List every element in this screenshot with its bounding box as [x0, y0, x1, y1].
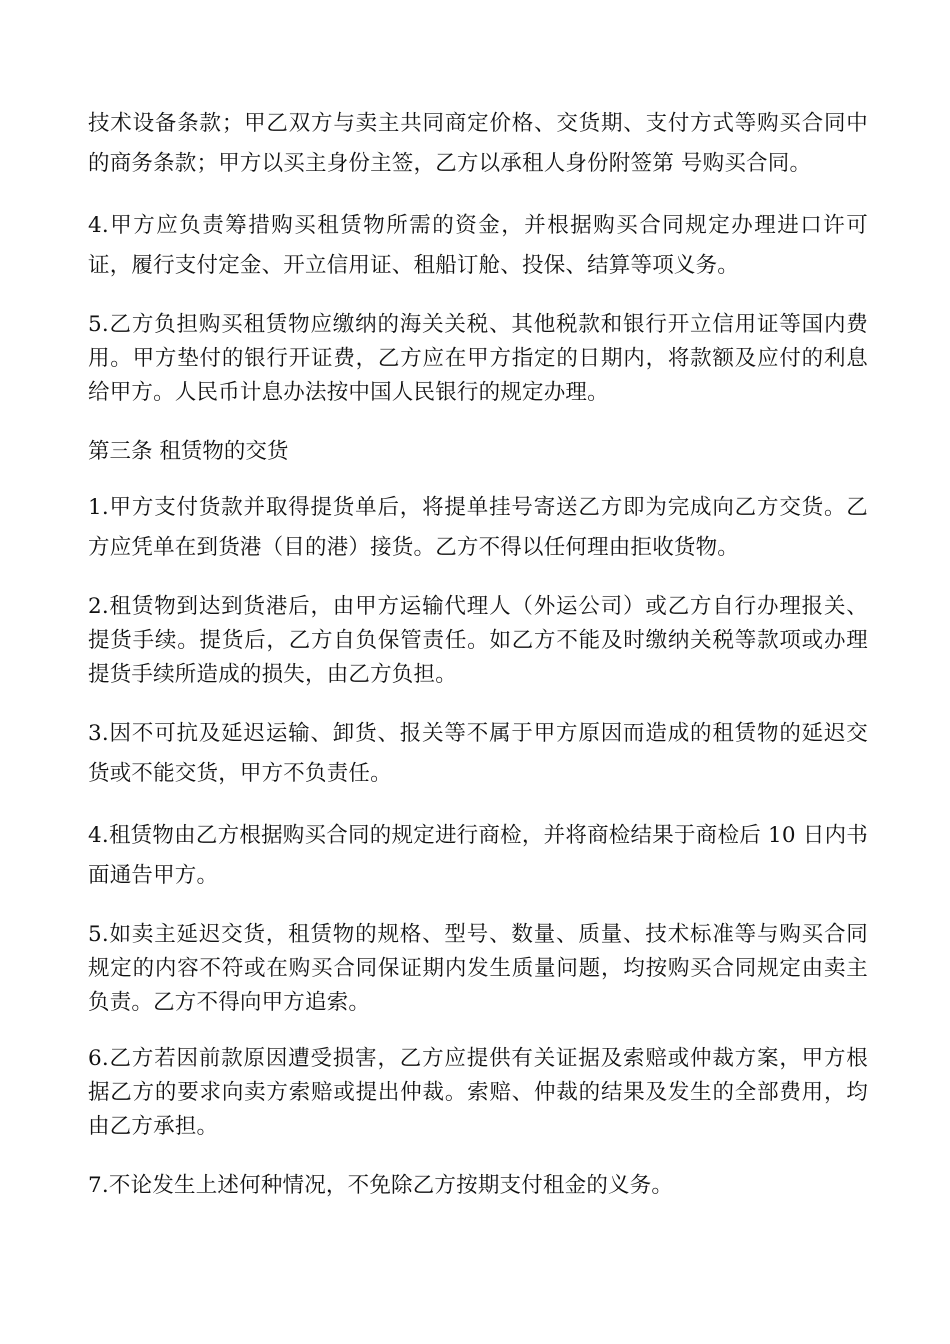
paragraph-delivery-1: 1.甲方支付货款并取得提货单后，将提单挂号寄送乙方即为完成向乙方交货。乙方应凭单在到货港（目的港）接货。乙方不得以任何理由拒收货物。	[88, 495, 868, 560]
paragraph-clause-5-customs-fees: 5.乙方负担购买租赁物应缴纳的海关关税、其他税款和银行开立信用证等国内费用。甲方垫付的银行开证费，乙方应在甲方指定的日期内，将款额及应付的利息给甲方。人民币计息办法按中国人民银行的规定办理。	[88, 312, 868, 405]
paragraph-delivery-2: 2.租赁物到达到货港后，由甲方运输代理人（外运公司）或乙方自行办理报关、提货手续。提货后，乙方自负保管责任。如乙方不能及时缴纳关税等款项或办理提货手续所造成的损失，由乙方负担。	[88, 594, 868, 687]
document-page	[88, 104, 868, 1228]
paragraph-delivery-7: 7.不论发生上述何种情况，不免除乙方按期支付租金的义务。	[88, 1173, 674, 1198]
section-heading-delivery: 第三条 租赁物的交货	[88, 439, 289, 464]
paragraph-delivery-6: 6.乙方若因前款原因遭受损害，乙方应提供有关证据及索赔或仲裁方案，甲方根据乙方的要求向卖方索赔或提出仲裁。索赔、仲裁的结果及发生的全部费用，均由乙方承担。	[88, 1046, 868, 1139]
paragraph-delivery-4: 4.租赁物由乙方根据购买合同的规定进行商检，并将商检结果于商检后 10 日内书面通告甲方。	[88, 823, 868, 888]
paragraph-clause-4-funding: 4.甲方应负责筹措购买租赁物所需的资金，并根据购买合同规定办理进口许可证，履行支付定金、开立信用证、租船订舱、投保、结算等项义务。	[88, 213, 868, 278]
paragraph-delivery-5: 5.如卖主延迟交货，租赁物的规格、型号、数量、质量、技术标准等与购买合同规定的内容不符或在购买合同保证期内发生质量问题，均按购买合同规定由卖主负责。乙方不得向甲方追索。	[88, 922, 868, 1015]
paragraph-purchase-contract-terms: 技术设备条款；甲乙双方与卖主共同商定价格、交货期、支付方式等购买合同中的商务条款；甲方以买主身份主签，乙方以承租人身份附签第 号购买合同。	[88, 111, 868, 176]
paragraph-delivery-3: 3.因不可抗及延迟运输、卸货、报关等不属于甲方原因而造成的租赁物的延迟交货或不能交货，甲方不负责任。	[88, 721, 868, 786]
